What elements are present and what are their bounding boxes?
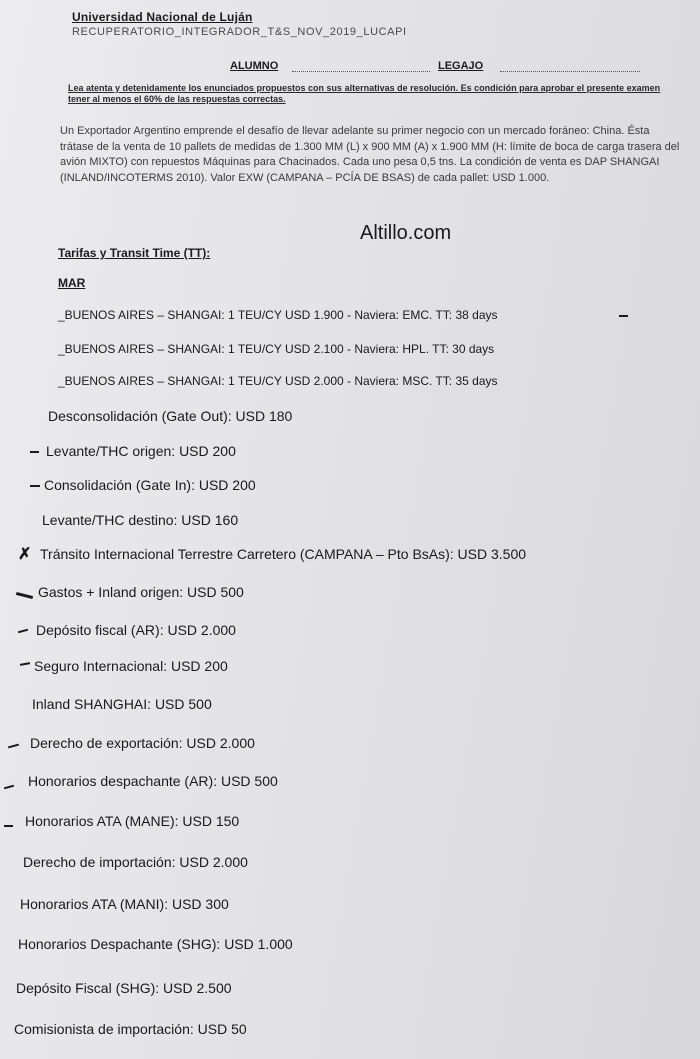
legajo-label: LEGAJO — [438, 60, 484, 72]
handwritten-dash-mark — [18, 629, 28, 634]
watermark-text: Altillo.com — [360, 222, 452, 244]
route-line: _BUENOS AIRES – SHANGAI: 1 TEU/CY USD 2.100 - Naviera: HPL. TT: 30 days — [58, 342, 495, 356]
cost-line: Levante/THC destino: USD 160 — [42, 512, 239, 528]
handwritten-dash-mark — [20, 662, 30, 666]
cost-line: Depósito fiscal (AR): USD 2.000 — [36, 622, 236, 638]
cost-line: Honorarios despachante (AR): USD 500 — [28, 773, 278, 789]
alumno-label: ALUMNO — [230, 60, 279, 72]
cost-line: Consolidación (Gate In): USD 200 — [44, 477, 256, 493]
handwritten-dash-mark — [4, 785, 14, 790]
handwritten-x-mark: ✗ — [18, 546, 32, 563]
handwritten-dash-mark — [619, 315, 628, 317]
route-line: _BUENOS AIRES – SHANGAI: 1 TEU/CY USD 2.000 - Naviera: MSC. TT: 35 days — [58, 374, 498, 388]
cost-line: Honorarios ATA (MANE): USD 150 — [25, 813, 240, 829]
handwritten-dash-mark — [30, 485, 40, 487]
instructions-text: Lea atenta y detenidamente los enunciados propuestos con sus alternativas de resolución. Es condición para aprobar el presente examen tener al menos el 60% de las respuestas correctas. — [68, 83, 661, 104]
cost-line: Comisionista de importación: USD 50 — [14, 1021, 247, 1037]
handwritten-dash-mark — [4, 825, 13, 827]
cost-line: Depósito Fiscal (SHG): USD 2.500 — [16, 980, 232, 996]
cost-line: Desconsolidación (Gate Out): USD 180 — [48, 408, 293, 424]
handwritten-dash-mark — [16, 592, 33, 599]
cost-line: Gastos + Inland origen: USD 500 — [38, 584, 244, 600]
subsection-title: MAR — [58, 276, 86, 290]
route-line: _BUENOS AIRES – SHANGAI: 1 TEU/CY USD 1.900 - Naviera: EMC. TT: 38 days — [58, 308, 498, 322]
cost-line: Tránsito Internacional Terrestre Carretero (CAMPANA – Pto BsAs): USD 3.500 — [40, 546, 527, 562]
cost-line: Derecho de importación: USD 2.000 — [23, 854, 248, 870]
cost-line: Honorarios Despachante (SHG): USD 1.000 — [18, 936, 293, 952]
cost-line: Honorarios ATA (MANI): USD 300 — [20, 896, 229, 912]
document-header — [72, 10, 407, 38]
problem-statement: Un Exportador Argentino emprende el desafío de llevar adelante su primer negocio con un mercado foráneo: China. Ésta trátase de la venta de 10 pallets de medidas de 1.300 MM (L) x 900 MM (A) x 1.900 MM (H: límite de boca de carga trasera del avión MIXTO) con repuestos Máquinas para Chacinados. Cada uno pesa 0,5 tns. La condición de venta es DAP SHANGAI (INLAND/INCOTERMS 2010). Valor EXW (CAMPANA – PCÍA DE BSAS) de cada pallet: USD 1.000. — [60, 125, 680, 184]
section-title: Tarifas y Transit Time (TT): — [58, 246, 211, 260]
exam-code: RECUPERATORIO_INTEGRADOR_T&S_NOV_2019_LUCAPI — [72, 26, 407, 38]
cost-line: Derecho de exportación: USD 2.000 — [30, 735, 255, 751]
legajo-blank-line — [500, 71, 640, 72]
alumno-blank-line — [292, 71, 430, 72]
handwritten-dash-mark — [30, 451, 39, 453]
cost-line: Inland SHANGHAI: USD 500 — [32, 696, 212, 712]
university-name: Universidad Nacional de Luján — [72, 10, 253, 24]
cost-line: Levante/THC origen: USD 200 — [46, 443, 236, 459]
handwritten-dash-mark — [8, 744, 19, 749]
cost-line: Seguro Internacional: USD 200 — [34, 658, 228, 674]
